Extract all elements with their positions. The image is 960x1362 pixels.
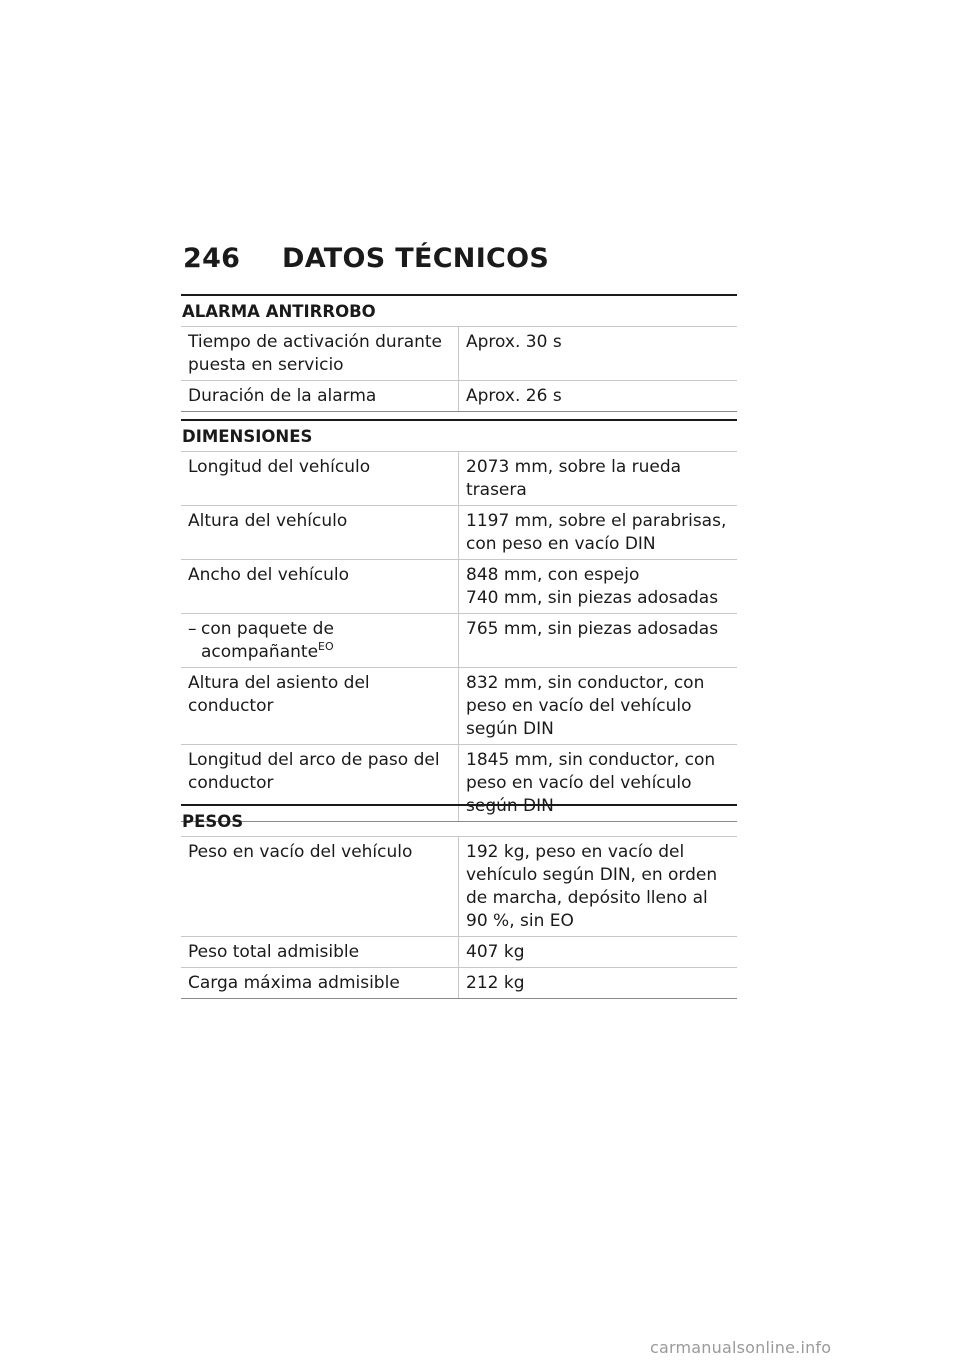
section-title: PESOS xyxy=(181,806,737,837)
spec-label: Peso total admisible xyxy=(181,937,459,968)
spec-value: 1845 mm, sin conductor, con peso en vacío del vehículo según DIN xyxy=(459,745,738,822)
table-row xyxy=(181,560,737,614)
section-title: ALARMA ANTIRROBO xyxy=(181,296,737,327)
spec-label: Ancho del vehículo xyxy=(181,560,459,614)
indented-label xyxy=(188,618,452,664)
table-row xyxy=(181,381,737,412)
dash-marker: – xyxy=(188,619,197,639)
spec-value: Aprox. 26 s xyxy=(459,381,738,412)
spec-label: Tiempo de activación durante puesta en servicio xyxy=(181,327,459,381)
table-row xyxy=(181,837,737,937)
spec-label: Longitud del arco de paso del conductor xyxy=(181,745,459,822)
spec-value: 212 kg xyxy=(459,968,738,999)
table-row xyxy=(181,668,737,745)
table-row xyxy=(181,452,737,506)
section-weights xyxy=(181,804,737,999)
spec-value: 192 kg, peso en vacío del vehículo según DIN, en orden de marcha, depósito lleno al 90 %, sin EO xyxy=(459,837,738,937)
spec-table-alarm xyxy=(181,327,737,412)
spec-label: Duración de la alarma xyxy=(181,381,459,412)
spec-value: Aprox. 30 s xyxy=(459,327,738,381)
spec-value: 1197 mm, sobre el parabrisas, con peso en vacío DIN xyxy=(459,506,738,560)
spec-label: Carga máxima admisible xyxy=(181,968,459,999)
table-row xyxy=(181,968,737,999)
page-header xyxy=(183,243,743,283)
spec-label: Altura del asiento del conductor xyxy=(181,668,459,745)
spec-value-secondary: 740 mm, sin piezas adosadas xyxy=(466,588,719,608)
page-number: 246 xyxy=(183,243,241,274)
spec-value: 832 mm, sin conductor, con peso en vacío del vehículo según DIN xyxy=(459,668,738,745)
spec-value: 848 mm, con espejo xyxy=(466,565,640,585)
section-alarm xyxy=(181,294,737,412)
section-dimensions xyxy=(181,419,737,822)
table-row xyxy=(181,614,737,668)
section-title: DIMENSIONES xyxy=(181,421,737,452)
footnote-marker: EO xyxy=(318,640,334,653)
table-row xyxy=(181,327,737,381)
spec-table-weights xyxy=(181,837,737,999)
spec-label: Peso en vacío del vehículo xyxy=(181,837,459,937)
spec-value: 407 kg xyxy=(459,937,738,968)
spec-table-dimensions xyxy=(181,452,737,822)
table-row xyxy=(181,506,737,560)
spec-value: 765 mm, sin piezas adosadas xyxy=(459,614,738,668)
spec-value: 2073 mm, sobre la rueda trasera xyxy=(459,452,738,506)
table-row xyxy=(181,937,737,968)
spec-label: con paquete de acompañante xyxy=(201,619,334,662)
watermark-text: carmanualsonline.info xyxy=(650,1338,832,1357)
spec-label-cell xyxy=(181,614,459,668)
spec-value-cell xyxy=(459,560,738,614)
spec-label: Altura del vehículo xyxy=(181,506,459,560)
spec-label: Longitud del vehículo xyxy=(181,452,459,506)
chapter-title: DATOS TÉCNICOS xyxy=(282,243,550,274)
